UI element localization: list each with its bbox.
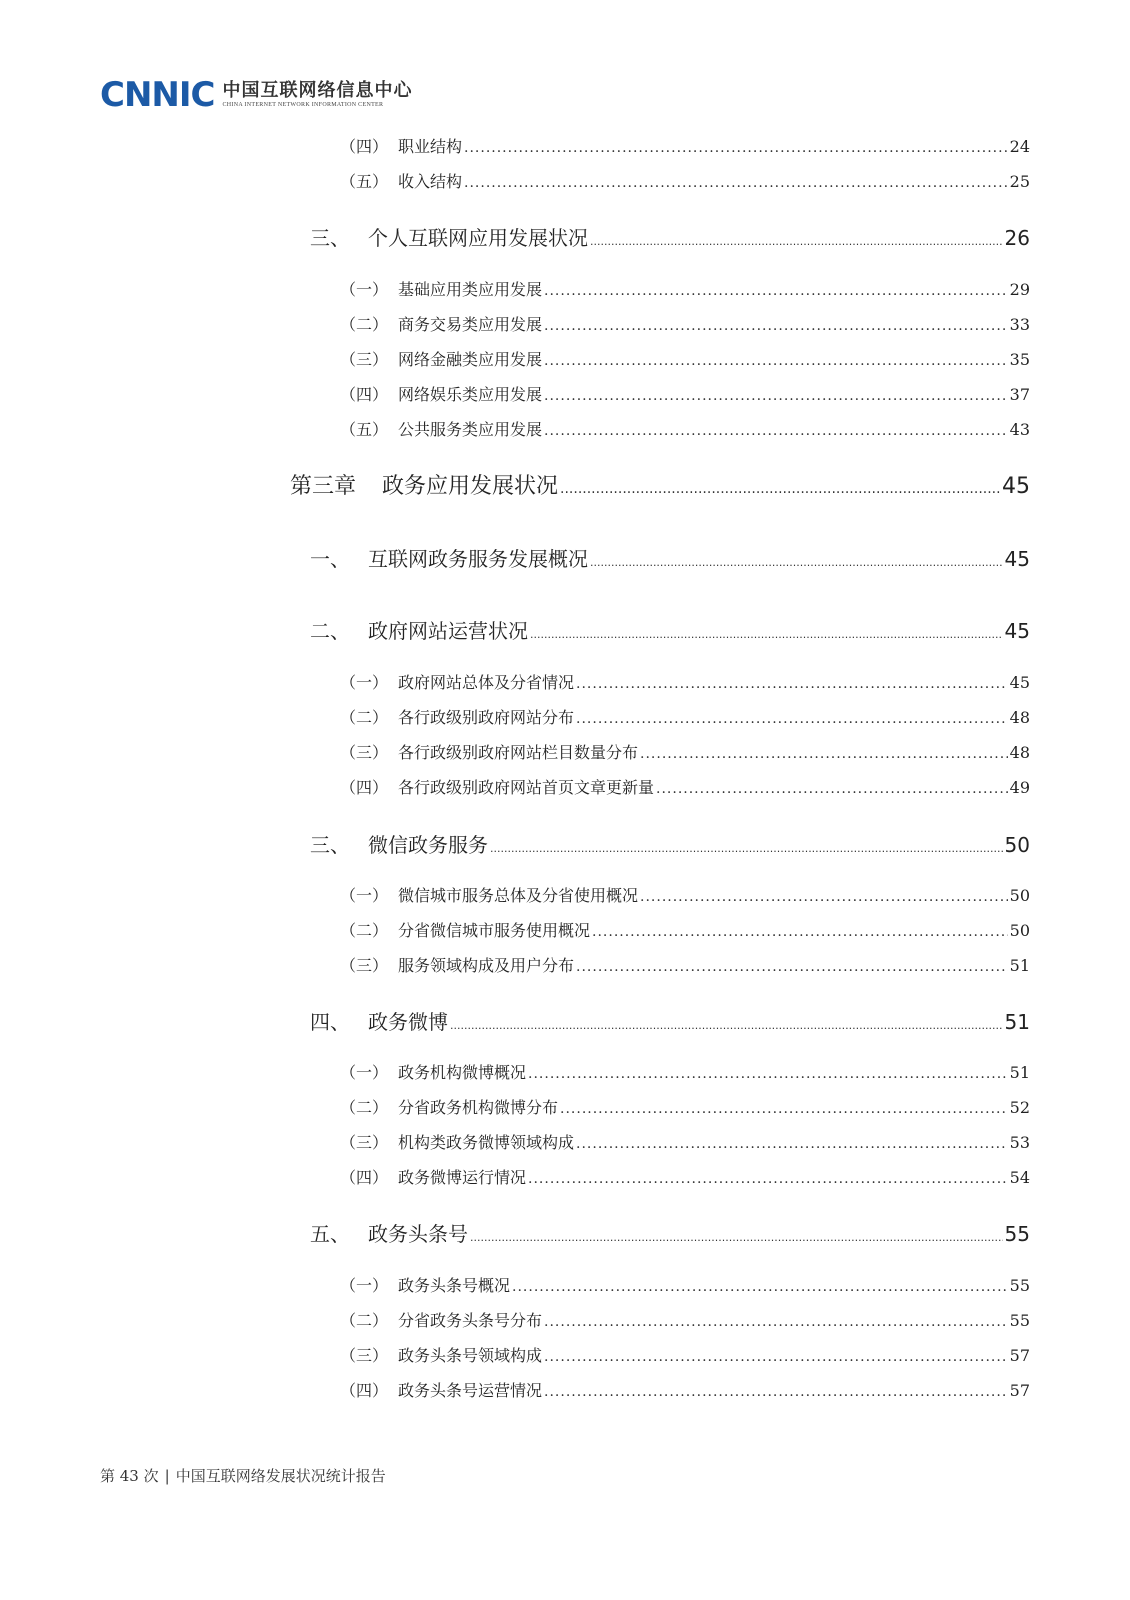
toc-entry-number: （四） — [340, 137, 389, 156]
toc-entry-number: （二） — [340, 1311, 389, 1330]
org-name-cn: 中国互联网络信息中心 — [222, 80, 413, 101]
toc-entry-page: 50 — [1009, 886, 1030, 905]
toc-entry-title: 网络娱乐类应用发展 — [398, 385, 543, 404]
toc-entry-number: （一） — [340, 886, 389, 905]
toc-entry-number: （二） — [340, 1098, 389, 1117]
toc-entry-page: 50 — [1009, 921, 1030, 940]
toc-entry-page: 53 — [1009, 1133, 1030, 1152]
toc-entry-title: 收入结构 — [398, 172, 463, 191]
toc-leader-dots — [470, 1231, 1003, 1244]
toc-entry[interactable] — [340, 417, 1030, 439]
toc-entry-page: 55 — [1009, 1276, 1030, 1295]
toc-entry-page: 45 — [1009, 673, 1030, 692]
toc-entry-title: 个人互联网应用发展状况 — [368, 226, 588, 250]
toc-entry-title: 分省政务头条号分布 — [398, 1311, 543, 1330]
toc-leader-dots — [576, 711, 1008, 727]
page-footer — [100, 1465, 386, 1486]
toc-entry-page: 33 — [1009, 315, 1030, 334]
toc-entry[interactable] — [310, 222, 1030, 248]
toc-leader-dots — [490, 842, 1003, 855]
toc-entry[interactable] — [340, 883, 1030, 905]
toc-entry-page: 51 — [1009, 956, 1030, 975]
toc-entry-page: 48 — [1009, 708, 1030, 727]
toc-entry[interactable] — [340, 169, 1030, 191]
toc-entry-title: 服务领域构成及用户分布 — [398, 956, 575, 975]
toc-entry[interactable] — [340, 1273, 1030, 1295]
toc-entry[interactable] — [340, 705, 1030, 727]
toc-entry-page: 43 — [1009, 420, 1030, 439]
toc-leader-dots — [528, 1171, 1008, 1187]
toc-entry-title: 政务机构微博概况 — [398, 1063, 527, 1082]
toc-entry-page: 54 — [1009, 1168, 1030, 1187]
toc-entry-title: 微信城市服务总体及分省使用概况 — [398, 886, 639, 905]
toc-entry-page: 24 — [1009, 137, 1030, 156]
toc-entry-number: 一、 — [310, 547, 350, 571]
toc-entry-title: 互联网政务服务发展概况 — [368, 547, 588, 571]
toc-entry-number: 三、 — [310, 833, 350, 857]
toc-entry-number: 五、 — [310, 1222, 350, 1246]
toc-entry[interactable] — [310, 615, 1030, 641]
toc-entry-page: 51 — [1004, 1010, 1030, 1034]
toc-entry-page: 55 — [1009, 1311, 1030, 1330]
toc-entry-title: 分省政务机构微博分布 — [398, 1098, 559, 1117]
toc-entry[interactable] — [340, 277, 1030, 299]
toc-leader-dots — [592, 924, 1008, 940]
toc-entry[interactable] — [340, 1165, 1030, 1187]
toc-leader-dots — [640, 746, 1008, 762]
toc-entry-number: （三） — [340, 956, 389, 975]
toc-entry-number: （二） — [340, 921, 389, 940]
toc-entry-title: 政务头条号领域构成 — [398, 1346, 543, 1365]
toc-entry[interactable] — [340, 918, 1030, 940]
toc-entry-number: （四） — [340, 778, 389, 797]
toc-entry-title: 基础应用类应用发展 — [398, 280, 543, 299]
toc-entry[interactable] — [340, 1130, 1030, 1152]
toc-leader-dots — [530, 628, 1003, 641]
toc-entry[interactable] — [340, 670, 1030, 692]
toc-entry-page: 45 — [1004, 547, 1030, 571]
footer-separator: | — [164, 1467, 170, 1485]
toc-leader-dots — [544, 1384, 1008, 1400]
toc-entry-page: 45 — [1004, 619, 1030, 643]
toc-entry-page: 55 — [1004, 1222, 1030, 1246]
toc-entry-number: （四） — [340, 1168, 389, 1187]
toc-entry-page: 35 — [1009, 350, 1030, 369]
footer-report-title: 中国互联网络发展状况统计报告 — [175, 1467, 386, 1485]
toc-leader-dots — [576, 676, 1008, 692]
toc-entry-title: 商务交易类应用发展 — [398, 315, 543, 334]
toc-entry-title: 政务头条号 — [368, 1222, 468, 1246]
toc-entry-page: 45 — [1002, 474, 1030, 499]
toc-entry-number: （五） — [340, 420, 389, 439]
toc-leader-dots — [464, 175, 1008, 191]
toc-leader-dots — [656, 781, 1008, 797]
toc-entry-number: （二） — [340, 315, 389, 334]
toc-entry-title: 各行政级别政府网站栏目数量分布 — [398, 743, 639, 762]
toc-entry[interactable] — [310, 1218, 1030, 1244]
toc-entry-title: 政务头条号运营情况 — [398, 1381, 543, 1400]
toc-entry-number: （四） — [340, 385, 389, 404]
toc-entry[interactable] — [340, 382, 1030, 404]
toc-leader-dots — [544, 1349, 1008, 1365]
toc-entry[interactable] — [340, 775, 1030, 797]
org-name-en: CHINA INTERNET NETWORK INFORMATION CENTER — [222, 102, 384, 108]
toc-entry-page: 50 — [1004, 833, 1030, 857]
toc-entry-number: （三） — [340, 1133, 389, 1152]
toc-entry-title: 政务应用发展状况 — [382, 474, 559, 499]
toc-entry[interactable] — [340, 347, 1030, 369]
toc-entry-title: 各行政级别政府网站首页文章更新量 — [398, 778, 655, 797]
toc-entry-title: 网络金融类应用发展 — [398, 350, 543, 369]
toc-entry-title: 各行政级别政府网站分布 — [398, 708, 575, 727]
toc-entry-number: （一） — [340, 1063, 389, 1082]
toc-leader-dots — [590, 235, 1003, 248]
toc-entry-title: 公共服务类应用发展 — [398, 420, 543, 439]
toc-entry[interactable] — [310, 1006, 1030, 1032]
toc-entry-title: 职业结构 — [398, 137, 463, 156]
footer-issue: 第 43 次 — [100, 1467, 159, 1485]
toc-leader-dots — [576, 959, 1008, 975]
toc-entry[interactable] — [340, 134, 1030, 156]
toc-entry[interactable] — [310, 829, 1030, 855]
toc-leader-dots — [544, 283, 1008, 299]
toc-entry-number: （三） — [340, 743, 389, 762]
toc-leader-dots — [576, 1136, 1008, 1152]
toc-entry-page: 57 — [1009, 1381, 1030, 1400]
toc-entry-title: 政府网站运营状况 — [368, 619, 528, 643]
toc-leader-dots — [544, 353, 1008, 369]
toc-leader-dots — [544, 388, 1008, 404]
toc-leader-dots — [544, 1314, 1008, 1330]
cnnic-logo: CNNIC — [100, 75, 215, 115]
toc-entry[interactable] — [340, 312, 1030, 334]
toc-entry-number: （一） — [340, 280, 389, 299]
toc-entry-title: 分省微信城市服务使用概况 — [398, 921, 591, 940]
toc-entry[interactable] — [340, 1343, 1030, 1365]
toc-entry-title: 政务头条号概况 — [398, 1276, 511, 1295]
toc-leader-dots — [464, 140, 1008, 156]
toc-entry-number: （一） — [340, 673, 389, 692]
toc-entry-number: （五） — [340, 172, 389, 191]
toc-entry[interactable] — [310, 543, 1030, 569]
toc-entry-page: 51 — [1009, 1063, 1030, 1082]
toc-entry-page: 57 — [1009, 1346, 1030, 1365]
toc-leader-dots — [560, 481, 1000, 497]
toc-entry-number: 三、 — [310, 226, 350, 250]
toc-entry-title: 微信政务服务 — [368, 833, 488, 857]
toc-entry-page: 29 — [1009, 280, 1030, 299]
toc-entry-number: （三） — [340, 350, 389, 369]
toc-entry-number: （二） — [340, 708, 389, 727]
toc-entry-title: 政务微博 — [368, 1010, 448, 1034]
toc-leader-dots — [560, 1101, 1008, 1117]
toc-entry[interactable] — [290, 469, 1030, 499]
toc-leader-dots — [544, 318, 1008, 334]
toc-entry-page: 26 — [1004, 226, 1030, 250]
toc-leader-dots — [544, 423, 1008, 439]
toc-entry-title: 机构类政务微博领域构成 — [398, 1133, 575, 1152]
toc-leader-dots — [640, 889, 1008, 905]
toc-entry-number: 二、 — [310, 619, 350, 643]
toc-entry[interactable] — [340, 1308, 1030, 1330]
toc-entry-page: 37 — [1009, 385, 1030, 404]
toc-entry[interactable] — [340, 740, 1030, 762]
toc-entry-title: 政府网站总体及分省情况 — [398, 673, 575, 692]
toc-entry[interactable] — [340, 1378, 1030, 1400]
toc-entry-page: 49 — [1009, 778, 1030, 797]
toc-entry-page: 48 — [1009, 743, 1030, 762]
toc-entry-title: 政务微博运行情况 — [398, 1168, 527, 1187]
toc-entry-number: （四） — [340, 1381, 389, 1400]
toc-entry-page: 52 — [1009, 1098, 1030, 1117]
toc-entry[interactable] — [340, 1060, 1030, 1082]
toc-entry-number: 第三章 — [290, 474, 357, 499]
toc-leader-dots — [590, 556, 1003, 569]
toc-entry-number: 四、 — [310, 1010, 350, 1034]
toc-entry-number: （三） — [340, 1346, 389, 1365]
toc-leader-dots — [450, 1019, 1003, 1032]
toc-entry-number: （一） — [340, 1276, 389, 1295]
toc-entry-page: 25 — [1009, 172, 1030, 191]
toc-entry[interactable] — [340, 1095, 1030, 1117]
toc-leader-dots — [512, 1279, 1008, 1295]
toc-leader-dots — [528, 1066, 1008, 1082]
toc-entry[interactable] — [340, 953, 1030, 975]
